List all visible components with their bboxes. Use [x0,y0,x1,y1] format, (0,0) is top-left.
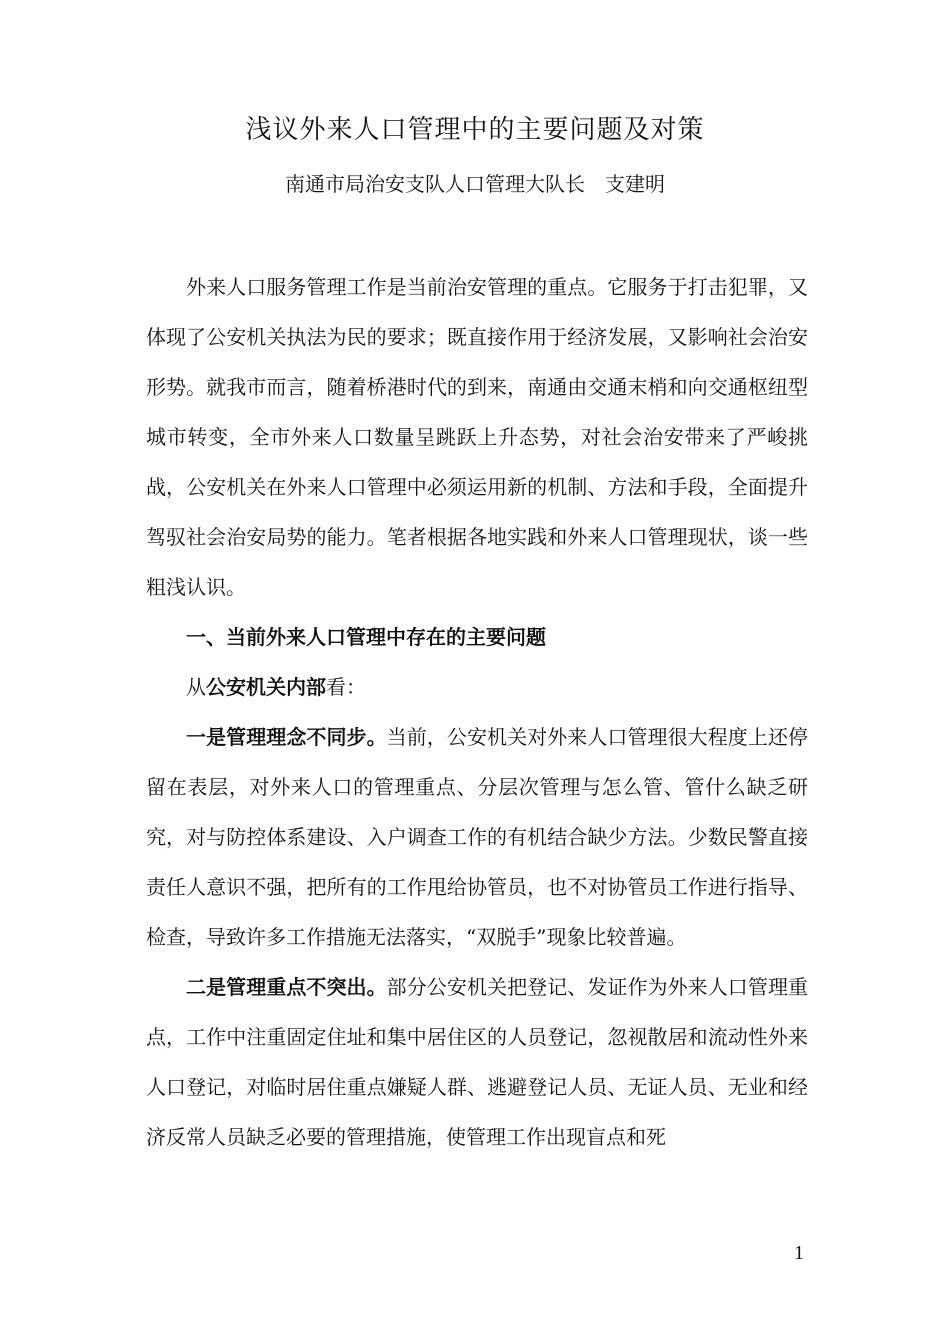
point-1-lead: 一是管理理念不同步。 [186,725,387,749]
subsection-bold: 公安机关内部 [206,675,326,699]
document-title: 浅议外来人口管理中的主要问题及对策 [245,115,705,145]
subsection-suffix: 看： [326,675,366,699]
author-byline: 南通市局治安支队人口管理大队长 支建明 [285,172,665,196]
intro-paragraph: 外来人口服务管理工作是当前治安管理的重点。它服务于打击犯罪，又体现了公安机关执法为民的要求；既直接作用于经济发展，又影响社会治安形势。就我市而言，随着桥港时代的到来，南通由交通末梢和向交通枢纽型城市转变，全市外来人口数量呈跳跃上升态势，对社会治安带来了严峻挑战，公安机关在外来人口管理中必须运用新的机制、方法和手段，全面提升驾驭社会治安局势的能力。笔者根据各地实践和外来人口管理现状，谈一些粗浅认识。 [146,275,808,599]
subsection-prefix: 从 [186,675,206,699]
point-2-lead: 二是管理重点不突出。 [186,975,387,999]
point-1-text: 当前，公安机关对外来人口管理很大程度上还停留在表层，对外来人口的管理重点、分层次管理与怎么管、管什么缺乏研究，对与防控体系建设、入户调查工作的有机结合缺少方法。少数民警直接责任人意识不强，把所有的工作甩给协管员，也不对协管员工作进行指导、检查，导致许多工作措施无法落实，“双脱手”现象比较普遍。 [146,725,809,949]
page-number: 1 [794,1242,804,1264]
point-2-paragraph [146,962,808,1162]
point-1-paragraph [146,712,808,962]
subsection-intro [146,662,808,712]
document-body [146,262,808,1162]
section-heading: 一、当前外来人口管理中存在的主要问题 [186,625,546,649]
point-2-text: 部分公安机关把登记、发证作为外来人口管理重点，工作中注重固定住址和集中居住区的人员登记，忽视散居和流动性外来人口登记，对临时居住重点嫌疑人群、逃避登记人员、无证人员、无业和经济反常人员缺乏必要的管理措施，使管理工作出现盲点和死 [146,975,809,1149]
